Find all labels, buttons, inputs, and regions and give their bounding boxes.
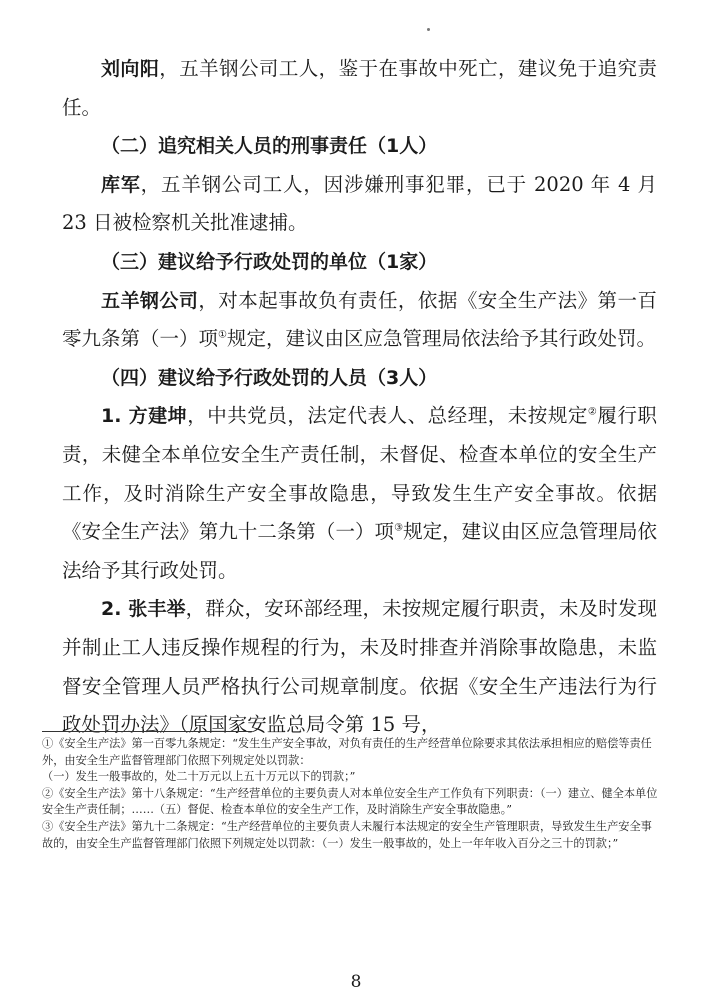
paragraph-fang-jiankun <box>62 397 657 590</box>
paragraph-wuyanggang-company <box>62 282 657 359</box>
paragraph-text: 规定，建议由区应急管理局依法给予其行政处罚。 <box>226 327 656 351</box>
paragraph-text: 履行职责，未健全本单位安全生产责任制，未督促、检查本单位的安全生产工作，及时消除生产安全事故隐患，导致发生生产安全事故。依据《安全生产法》第九十二条第（一）项 <box>62 404 657 544</box>
person-name: 刘向阳 <box>101 58 160 80</box>
paragraph-text: ，中共党员，法定代表人、总经理，未按规定 <box>187 404 588 428</box>
paragraph-ku-jun <box>62 166 657 243</box>
footnote-1-continued: （一）发生一般事故的，处二十万元以上五十万元以下的罚款；” <box>42 770 356 784</box>
footnote-ref-3: ③ <box>394 522 404 534</box>
paragraph-text: ，五羊钢公司工人，鉴于在事故中死亡，建议免于追究责任。 <box>62 57 657 119</box>
paragraph-text: ，群众，安环部经理，未按规定履行职责，未及时发现并制止工人违反操作规程的行为，未及时排查并消除事故隐患，未监督安全管理人员严格执行公司规章制度。依据《安全生产违法行为行政处罚办法》（原国家安监总局令第 15 号， <box>62 597 657 737</box>
footnotes <box>42 736 660 852</box>
footnote-ref-1: ① <box>218 329 227 341</box>
paragraph-text: ，对本起事故负有责任，依据《安全生产法》第一百零九条第（一）项 <box>62 288 657 351</box>
footnote-2: ②《安全生产法》第十八条规定：“生产经营单位的主要负责人对本单位安全生产工作负有下列职责：（一）建立、健全本单位安全生产责任制；……（五）督促、检查本单位的安全生产工作，及时消除生产安全事故隐患。” <box>42 786 658 817</box>
footnote-ref-2: ② <box>587 406 598 418</box>
footnote-divider <box>42 731 252 732</box>
footnote-3: ③《安全生产法》第九十二条规定：“生产经营单位的主要负责人未履行本法规定的安全生产管理职责，导致发生生产安全事故的，由安全生产监督管理部门依照下列规定处以罚款：（一）发生一般事故的，处上一年年收入百分之三十的罚款；” <box>42 819 652 850</box>
person-name: 1. 方建坤 <box>101 405 188 428</box>
company-name: 五羊钢公司 <box>101 289 199 312</box>
page-number: 8 <box>350 972 362 992</box>
paragraph-zhang-fengju <box>62 590 657 744</box>
footnote-1: ①《安全生产法》第一百零九条规定：“发生生产安全事故，对负有责任的生产经营单位除要求其依法承担相应的赔偿等责任外，由安全生产监督管理部门依照下列规定处以罚款： <box>42 737 652 767</box>
person-name: 2. 张丰举 <box>101 598 186 621</box>
scan-speck <box>427 28 430 31</box>
paragraph-liu-xiangyang <box>62 50 657 127</box>
section-heading-penalized-unit: （三）建议给予行政处罚的单位（1家） <box>101 250 438 273</box>
body-text <box>62 50 657 745</box>
section-heading-penalized-persons: （四）建议给予行政处罚的人员（3人） <box>101 366 438 389</box>
paragraph-text: 规定，建议由区应急管理局依法给予其行政处罚。 <box>62 520 657 582</box>
paragraph-text: ，五羊钢公司工人，因涉嫌刑事犯罪，已于 2020 年 4 月 23 日被检察机关批准逮捕。 <box>62 172 657 235</box>
section-heading-criminal-liability: （二）追究相关人员的刑事责任（1人） <box>101 135 438 158</box>
person-name: 库军 <box>101 173 141 196</box>
